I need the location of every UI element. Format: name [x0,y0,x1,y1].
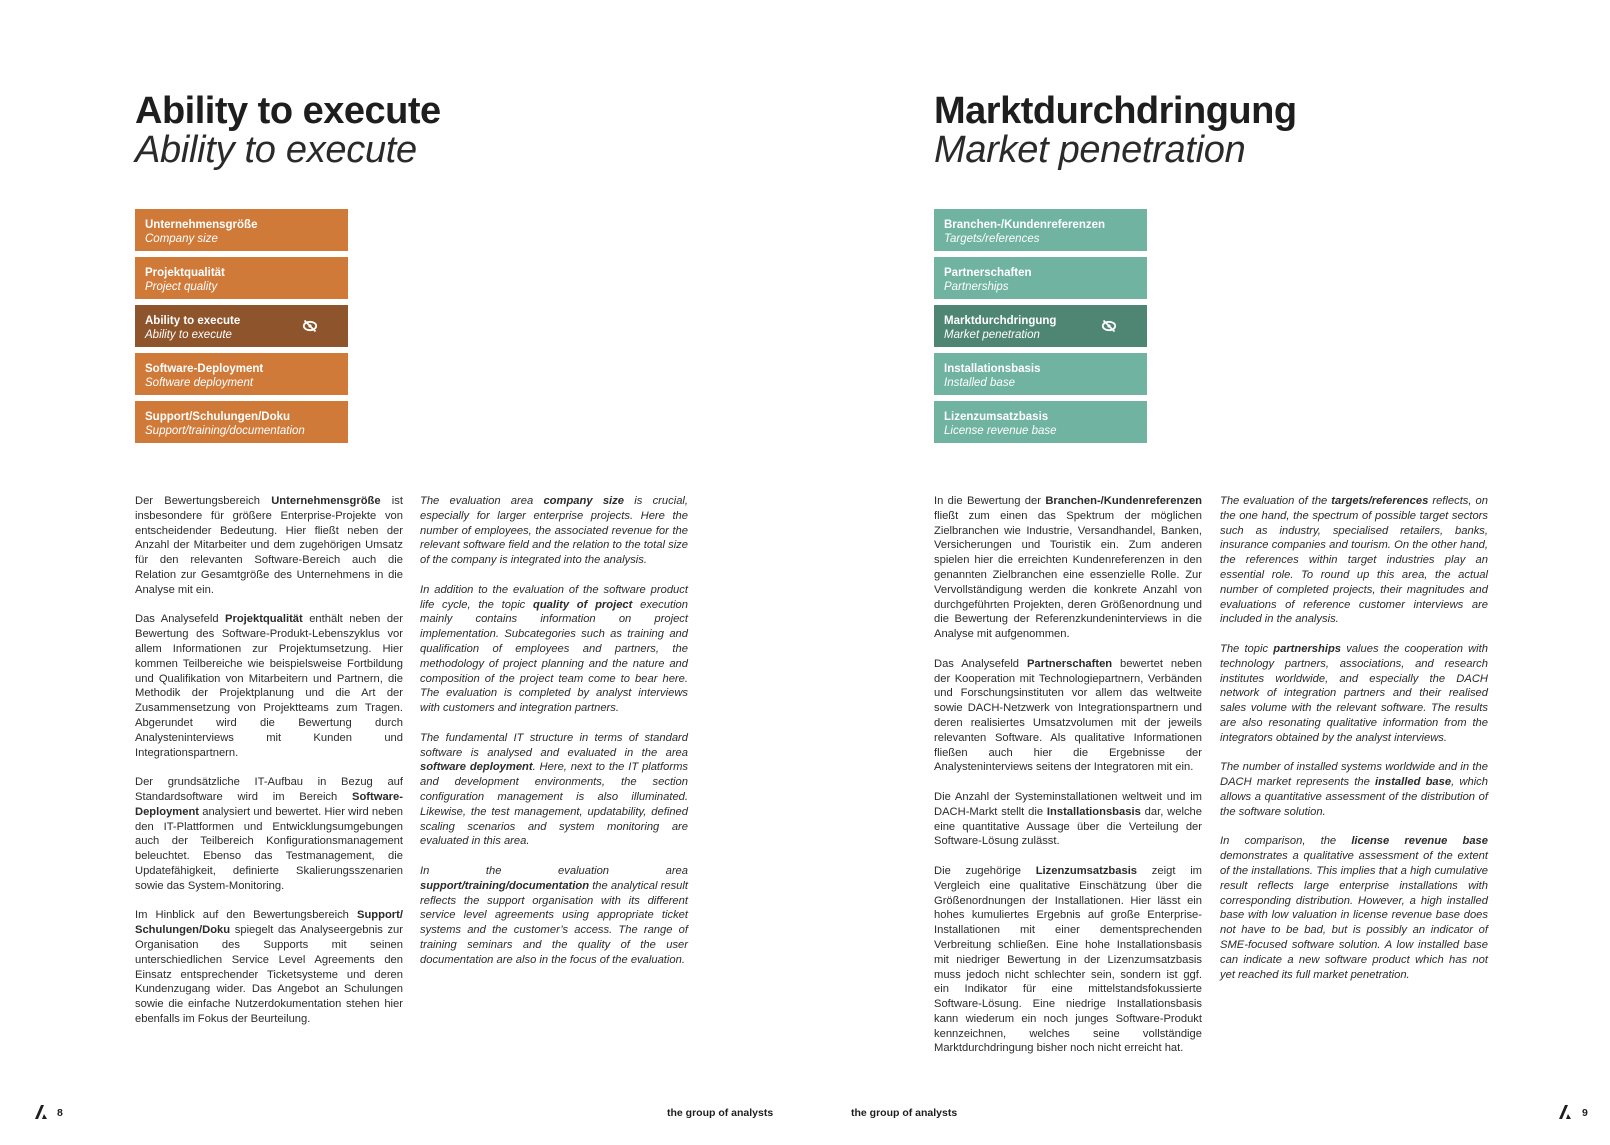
eye-icon [1101,318,1117,334]
menu-item-label: Installationsbasis [944,363,1041,375]
paragraph: Die zugehörige Lizenzumsatzbasis zeigt im Vergleich eine qualitative Einschätzung über die Größenordnungen der Installationen. Hier lässt ein hohes kumuliertes Ergebnis auf große Enterprise-Installationen mit einer dementsprechenden Verbreitung schließen. Eine hohe Installationsbasis mit niedriger Bewertung in der Lizenzumsatzbasis muss jedoch nicht schlechter sein, sondern ist ggf. ein Indikator für eine mittelstandsfokussierte Software-Lösung. Eine niedrige Installationsbasis kann wiederum ein noch junges Software-Produkt kennzeichnen, welches seine vollständige Marktdurchdringung bisher noch nicht erreicht hat. [934,864,1202,1055]
brand-logo-icon [1558,1104,1572,1120]
paragraph: The number of installed systems worldwide and in the DACH market represents the installed base, which allows a quantitative assessment of the distribution of the software solution. [1220,761,1489,818]
english-text-column [1220,494,1488,997]
paragraph: In die Bewertung der Branchen-/Kundenreferenzen fließt zum einen das Spektrum der möglichen Zielbranchen wie Industrie, Versandhandel, Banken, Versicherungen und Touristik ein. Zum anderen spielen hier die erreichten Kundenreferenzen in den genannten Zielbranchen eine essenzielle Rolle. Zur Vervollständigung werden die konkrete Anzahl von durchgeführten Projekten, deren Größenordnung und die Bewertung der Referenzkundeninterviews in die Analyse mit aufgenommen. [934,495,1202,641]
menu-item-sublabel: Market penetration [944,329,1040,341]
german-text-column [135,494,403,1041]
menu-item-partnerships[interactable] [934,257,1147,299]
menu-item-label: Lizenzumsatzbasis [944,411,1049,423]
paragraph: Der grundsätzliche IT-Aufbau in Bezug auf Standardsoftware wird im Bereich Software-Deployment analysiert und bewertet. Hier wird neben den IT-Plattformen und Entwicklungsumgebungen auch der Teilbereich Konfigurationsmanagement beleuchtet. Ebenso das Testmanagement, die Updatefähigkeit, definierte Skalierungsszenarien sowie das System-Monitoring. [135,776,403,892]
menu-item-label: Branchen-/Kundenreferenzen [944,219,1106,231]
paragraph: In the evaluation area support/training/documentation the analytical result reflects the support organisation with its different service level agreements using appropriate ticket systems and the customer’s access. The range of training seminars and the quality of the user documentation are also in the focus of the evaluation. [420,864,688,966]
footer-brand: the group of analysts [851,1107,958,1119]
paragraph: The evaluation of the targets/references reflects, on the one hand, the spectrum of possible target sectors such as industry, specialised retailers, banks, insurance companies and tourism. On the other hand, the references within target industries play an essential role. To round up this area, the actual number of completed projects, their magnitudes and evaluations of reference customer interviews are included in the analysis. [1220,495,1488,626]
menu-item-label: Ability to execute [145,315,241,327]
menu-item-sublabel: Support/training/documentation [145,425,305,437]
criteria-menu [135,209,348,449]
paragraph: In comparison, the license revenue base demonstrates a qualitative assessment of the extent of the installations. This implies that a high cumulative result reflects large enterprise installations with corresponding distribution. However, a high installed base with low valuation in license revenue base does not have to be bad, but is possibly an indicator of SME-focused software solution. A low installed base can indicate a new software product which has not yet reached its full market penetration. [1220,835,1488,981]
menu-item-ability-to-execute[interactable] [135,305,348,347]
paragraph: Der Bewertungsbereich Unternehmensgröße ist insbesondere für größere Enterprise-Projekte von entscheidender Bedeutung. Hier fließt neben der Anzahl der Mitarbeiter und dem zugehörigen Umsatz für den relevanten Software-Bereich auch die Relation zur Gesamtgröße des Unternehmens in die Analyse mit ein. [135,495,403,596]
paragraph: Im Hinblick auf den Bewertungsbereich Support/ Schulungen/Doku spiegelt das Analyseergebnis zur Organisation des Supports mit seinen unterschiedlichen Service Level Agreements den Einsatz entsprechender Ticketsysteme und deren Kundenzugang wider. Das Angebot an Schulungen sowie die einfache Nutzerdokumentation stehen hier ebenfalls im Fokus der Beurteilung. [135,909,403,1025]
menu-item-company-size[interactable] [135,209,348,251]
menu-item-label: Support/Schulungen/Doku [145,411,291,423]
menu-item-sublabel: Ability to execute [145,329,232,341]
menu-item-label: Marktdurchdringung [944,315,1057,327]
brand-logo-icon [34,1104,48,1120]
german-text-column [934,494,1202,1071]
menu-item-software-deployment[interactable] [135,353,348,395]
paragraph: Das Analysefeld Partnerschaften bewertet neben der Kooperation mit Technologiepartnern, Verbänden und Forschungsinstituten vor allem das weltweite sowie DACH-Netzwerk von Integrationspartnern und deren realisiertes Umsatzvolumen mit der jeweils relevanten Software. Als qualitative Informationen fließen auch hier die Ergebnisse der Analysteninterviews seitens der Integratoren mit ein. [934,657,1202,774]
page-number: 8 [57,1107,63,1119]
right-page [805,0,1610,1145]
menu-item-sublabel: Targets/references [944,233,1040,245]
title-english: Market penetration [934,129,1246,171]
menu-item-targets-references[interactable] [934,209,1147,251]
menu-item-license-revenue-base[interactable] [934,401,1147,443]
menu-item-label: Software-Deployment [145,363,264,375]
menu-item-sublabel: Company size [145,233,218,245]
paragraph: In addition to the evaluation of the software product life cycle, the topic quality of project execution mainly contains information on project implementation. Subcategories such as training and qualification of employees and partners, the methodology of project planning and the nature and composition of the project team come to bear here. The evaluation is completed by analyst interviews with customers and integration partners. [420,583,688,715]
menu-item-project-quality[interactable] [135,257,348,299]
menu-item-sublabel: License revenue base [944,425,1057,437]
menu-item-installed-base[interactable] [934,353,1147,395]
menu-item-sublabel: Software deployment [145,377,254,389]
menu-item-sublabel: Partnerships [944,281,1009,293]
menu-item-support-training-doc[interactable] [135,401,348,443]
paragraph: The topic partnerships values the cooperation with technology partners, associations, and research institutes worldwide, and especially the DACH network of integration partners and their realised sales volume with the relevant software. The results are also resonating qualitative information from the integrators obtained by the analyst interviews. [1220,642,1488,744]
title-german: Ability to execute [135,90,441,132]
title-english: Ability to execute [135,129,417,171]
paragraph: Das Analysefeld Projektqualität enthält neben der Bewertung des Software-Produkt-Lebenszyklus vor allem Informationen zur Projektumsetzung. Hier kommen Teilbereiche wie beispielsweise Fortbildung und Qualifikation von Mitarbeitern und Partnern, die Methodik der Projektplanung und die Art der Zusammensetzung von Projektteams zum Tragen. Abgerundet wird die Bewertung durch Analysteninterviews mit Kunden und Integrationspartnern. [135,613,403,759]
criteria-menu [934,209,1147,449]
paragraph: The evaluation area company size is crucial, especially for larger enterprise projects. Here the number of employees, the associated revenue for the relevant software field and the relation to the total size of the company is integrated into the analysis. [420,495,689,567]
menu-item-market-penetration[interactable] [934,305,1147,347]
eye-icon [302,318,318,334]
menu-item-sublabel: Project quality [145,281,218,293]
footer-brand: the group of analysts [667,1107,774,1119]
menu-item-label: Partnerschaften [944,267,1032,279]
menu-item-sublabel: Installed base [944,377,1015,389]
paragraph: Die Anzahl der Systeminstallationen weltweit und im DACH-Markt stellt die Installationsbasis dar, welche eine quantitative Aussage über die Verteilung der Software-Lösung zulässt. [934,790,1202,848]
page-number: 9 [1582,1107,1588,1119]
english-text-column [420,494,688,982]
page-title [934,92,1297,169]
menu-item-label: Projektqualität [145,267,225,279]
paragraph: The fundamental IT structure in terms of standard software is analysed and evaluated in the area software deployment. Here, next to the IT platforms and development environments, the section configuration management is also illuminated. Likewise, the test management, updatability, defined scaling scenarios and system monitoring are evaluated in this area. [420,731,689,848]
menu-item-label: Unternehmensgröße [145,219,258,231]
page-title [135,92,441,169]
title-german: Marktdurchdringung [934,90,1297,132]
